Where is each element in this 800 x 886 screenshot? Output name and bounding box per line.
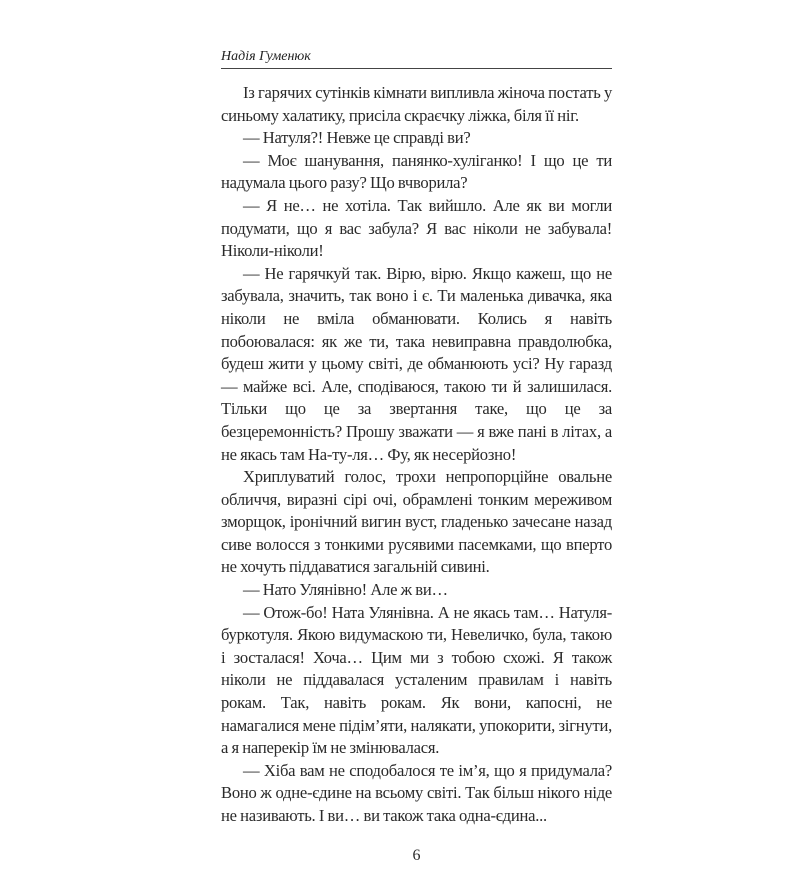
paragraph: — Нато Улянівно! Але ж ви… — [243, 580, 448, 600]
paragraph: — Натуля?! Невже це справді ви? — [243, 128, 471, 148]
paragraph: Хриплуватий голос, трохи непропорційне овальне обличчя, виразні сірі очі, обрамлені тонким мереживом зморщок, іронічний вигин вуст, гладенько зачесане назад сиве волосся з тонкими русявими пасемками, що вперто не хочуть піддаватися загальній сивині. — [221, 467, 612, 577]
paragraph: — Хіба вам не сподобалося те ім’я, що я придумала? Воно ж одне-єдине на всьому світі. Так більш нікого ніде не називають. І ви… ви також така одна-єдина... — [221, 760, 612, 825]
paragraph: — Моє шанування, панянко-хуліганко! І що це ти надумала цього разу? Що вчворила? — [221, 150, 612, 193]
running-head-author: Надія Гуменюк — [221, 48, 612, 69]
paragraph: — Не гарячкуй так. Вірю, вірю. Якщо кажеш, що не забувала, значить, так воно і є. Ти маленька дивачка, яка ніколи не вміла обманювати. Колись я навіть побоювалася: як же ти, така невиправна правдолюбка, будеш жити у цьому світі, де обманюють усі? Ну гаразд — майже всі. Але, сподіваюся, такою ти й залишилася. Тільки що це за звертання таке, що це за безцеремонність? Прошу зважати — я вже пані в літах, а не якась там На-ту-ля… Фу, як несерйозно! — [221, 263, 612, 464]
book-page — [221, 0, 612, 886]
paragraph: — Отож-бо! Ната Улянівна. А не якась там… Натуля-буркотуля. Якою видумаскою ти, Невеличко, була, такою і зосталася! Хоча… Цим ми з тобою схожі. Я також ніколи не піддавалася усталеним правилам і навіть рокам. Так, навіть рокам. Як вони, капосні, не намагалися мене підім’яти, налякати, упокорити, зігнути, а я наперекір їм не змінювалася. — [221, 602, 612, 758]
body-text — [221, 82, 612, 828]
paragraph: Із гарячих сутінків кімнати випливла жіноча постать у синьому халатику, присіла скраєчку ліжка, біля її ніг. — [221, 83, 612, 125]
page-number: 6 — [412, 846, 421, 864]
paragraph: — Я не… не хотіла. Так вийшло. Але як ви могли подумати, що я вас забула? Я вас ніколи не забувала! Ніколи-ніколи! — [221, 195, 612, 261]
